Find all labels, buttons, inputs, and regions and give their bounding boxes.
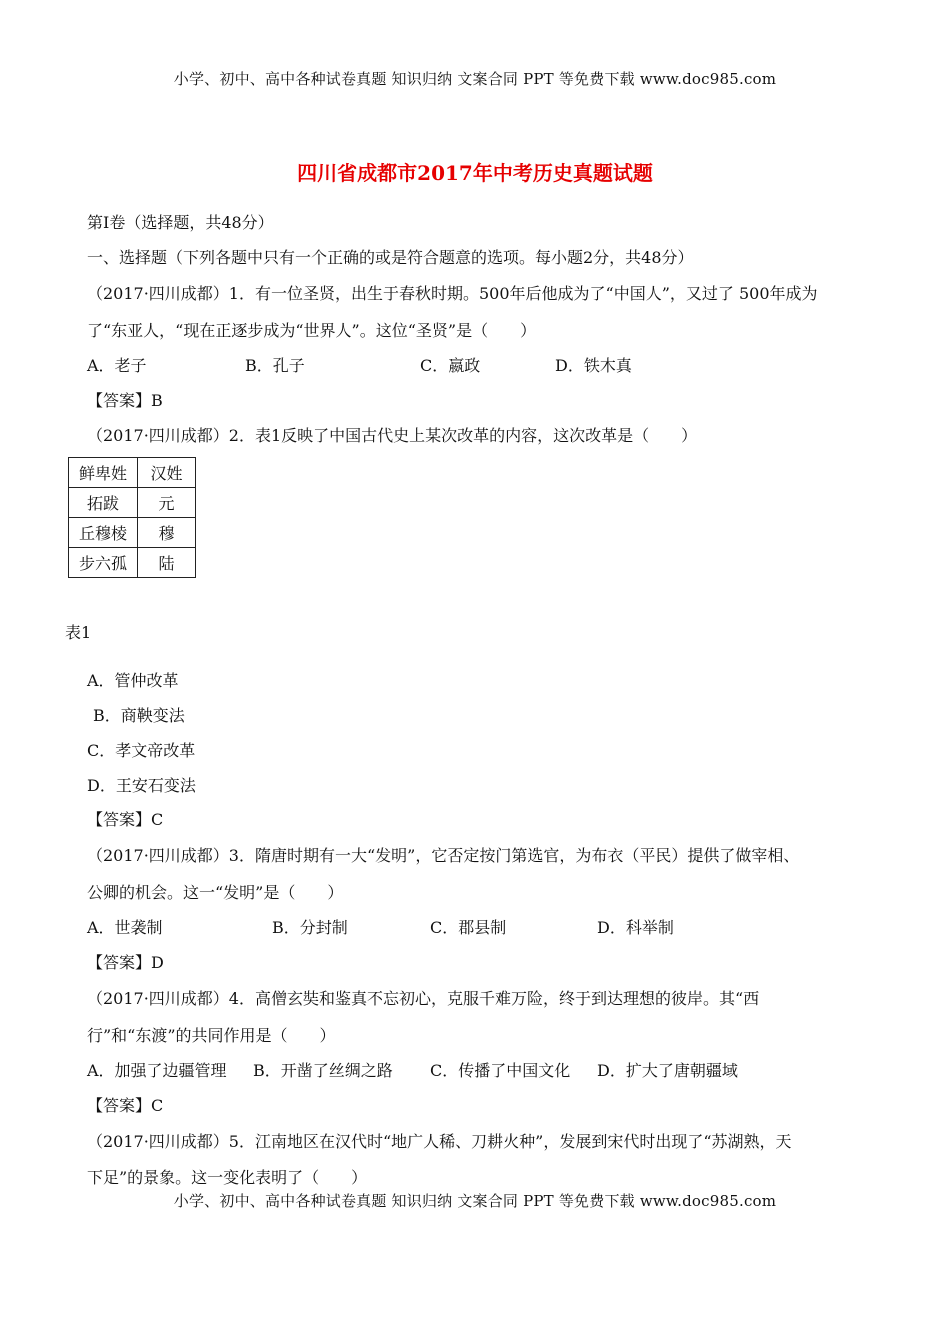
q1-stem-line2: 了“东亚人，“现在正逐步成为“世界人”。这位“圣贤”是（ ） [87,321,537,340]
instruction-text: 一、选择题（下列各题中只有一个正确的或是符合题意的选项。每小题2分，共48分） [87,248,694,267]
q1-option-d: D．铁木真 [555,356,632,375]
table-header-cell: 鲜卑姓 [69,458,138,488]
q1-option-b: B．孔子 [245,356,305,375]
q1-option-a: A．老子 [87,356,147,375]
q3-option-a: A．世袭制 [87,918,163,937]
table-cell: 穆 [138,518,196,548]
table-row [69,488,196,518]
q4-stem-line2: 行”和“东渡”的共同作用是（ ） [87,1026,336,1045]
q3-option-d: D．科举制 [597,918,674,937]
table-cell: 元 [138,488,196,518]
q2-option-a: A．管仲改革 [87,671,179,690]
q4-option-a: A．加强了边疆管理 [87,1061,227,1080]
q4-answer: 【答案】C [87,1096,164,1115]
page-footer: 小学、初中、高中各种试卷真题 知识归纳 文案合同 PPT 等免费下载 www.doc985.com [173,1192,777,1210]
table-row [69,458,196,488]
q1-stem-line1: （2017·四川成都）1．有一位圣贤，出生于春秋时期。500年后他成为了“中国人”，又过了 500年成为 [87,284,818,303]
table-header-cell: 汉姓 [138,458,196,488]
table-cell: 丘穆棱 [69,518,138,548]
q4-option-b: B．开凿了丝绸之路 [253,1061,393,1080]
q3-stem-line1: （2017·四川成都）3．隋唐时期有一大“发明”，它否定按门第选官，为布衣（平民）提供了做宰相、 [87,846,800,865]
surname-table [68,457,196,578]
table-caption: 表1 [65,623,92,642]
table-cell: 拓跋 [69,488,138,518]
q5-stem-line1: （2017·四川成都）5．江南地区在汉代时“地广人稀、刀耕火种”，发展到宋代时出现了“苏湖熟，天 [87,1132,792,1151]
page-header: 小学、初中、高中各种试卷真题 知识归纳 文案合同 PPT 等免费下载 www.doc985.com [173,70,777,88]
q2-answer: 【答案】C [87,810,164,829]
table-row [69,518,196,548]
table-cell: 步六孤 [69,548,138,578]
q3-option-c: C．郡县制 [430,918,507,937]
q2-option-b: B．商鞅变法 [93,706,185,725]
q2-option-d: D．王安石变法 [87,776,196,795]
q2-option-c: C．孝文帝改革 [87,741,196,760]
q2-stem-line1: （2017·四川成都）2．表1反映了中国古代史上某次改革的内容，这次改革是（ ） [87,426,698,445]
q4-option-d: D．扩大了唐朝疆域 [597,1061,738,1080]
q1-option-c: C．嬴政 [420,356,481,375]
q3-answer: 【答案】D [87,953,164,972]
q1-answer: 【答案】B [87,391,163,410]
table-cell: 陆 [138,548,196,578]
q4-stem-line1: （2017·四川成都）4．高僧玄奘和鉴真不忘初心，克服千难万险，终于到达理想的彼岸。其“西 [87,989,760,1008]
q3-option-b: B．分封制 [272,918,348,937]
q3-stem-line2: 公卿的机会。这一“发明”是（ ） [87,883,344,902]
q5-stem-line2: 下足”的景象。这一变化表明了（ ） [87,1168,368,1187]
table-row [69,548,196,578]
section-heading: 第I卷（选择题，共48分） [87,213,274,232]
document-title: 四川省成都市2017年中考历史真题试题 [297,161,653,185]
q4-option-c: C．传播了中国文化 [430,1061,571,1080]
